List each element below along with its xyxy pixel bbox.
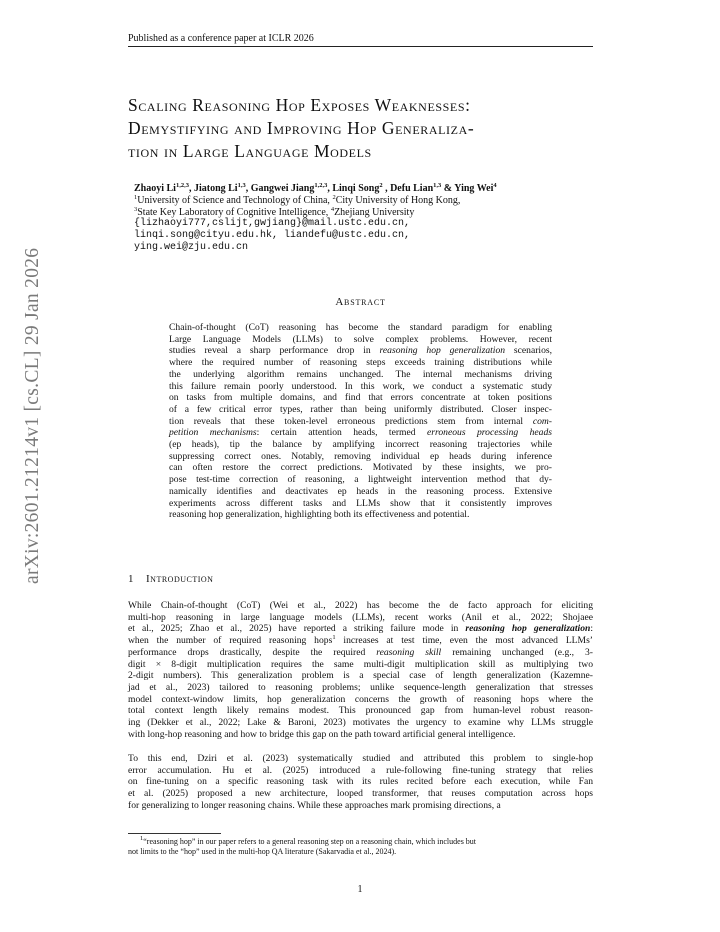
title-line: Scaling Reasoning Hop Exposes Weaknesses: xyxy=(128,95,471,115)
text-line: for generalizing to longer reasoning chains. While these approaches mark promising directions, a xyxy=(128,799,501,811)
text-line: studies reveal a sharp performance drop in reasoning hop generalization scenarios, xyxy=(169,345,552,357)
text-line: reasoning hop generalization, highlighting both its effectiveness and potential. xyxy=(169,509,470,521)
affiliations xyxy=(134,195,604,219)
text-line: of a few critical error types, rather than being uniformly distributed. Closer inspec- xyxy=(169,403,552,415)
title-line: Demystifying and Improving Hop Generaliza- xyxy=(128,118,475,138)
text-line: pose test-time correction of reasoning, a lightweight intervention method that dy- xyxy=(169,474,552,486)
affiliation-line: $^1$University of Science and Technology of China, $^2$City University of Hong Kong, xyxy=(134,193,461,206)
text-line: total context length likely remains modest. This pronounced gap from human-level robust reason- xyxy=(128,705,593,717)
text-line: While Chain-of-thought (CoT) (Wei et al., 2022) has become the de facto approach for eliciting xyxy=(128,600,593,611)
text-line: error accumulation. Hu et al. (2025) introduced a rule-following fine-tuning strategy that relies xyxy=(128,764,593,776)
section-title: Introduction xyxy=(146,573,214,585)
footnote-line: not limits to the “hop” used in the multi-hop QA literature (Sakarvadia et al., 2024). xyxy=(128,847,397,856)
text-line: jad et al., 2023) tailored to reasoning problems; unlike sequence-length generalization that stresses xyxy=(128,681,593,693)
footnote xyxy=(128,837,593,857)
text-line: namically identifies and deactivates ep heads in the reasoning process. Extensive xyxy=(169,485,552,497)
text-line: tion reveals that these token-level erroneous predictions stem from internal com- xyxy=(169,415,552,427)
text-line: 2-digit numbers). This generalization problem is a special case of length generalization (Kazemne- xyxy=(128,670,593,682)
section-number: 1 xyxy=(128,573,134,585)
email-line: linqi.song@cityu.edu.hk, liandefu@ustc.edu.cn, xyxy=(134,230,411,242)
text-line: when the number of required reasoning hops$^1$ increases at test time, even the most advanced LLMs’ xyxy=(128,634,593,647)
text-line: model context-window limits, hop generalization concerns the growth of reasoning hops where the xyxy=(128,693,593,705)
text-line: petition mechanisms: certain attention heads, termed erroneous processing heads xyxy=(169,427,552,439)
text-line: where the required number of reasoning steps exceeds training distributions while xyxy=(169,357,552,369)
text-line: the underlying algorithm remains unchanged. The internal mechanisms driving xyxy=(169,368,552,380)
text-line: et al., 2025; Zhao et al., 2025) have reported a striking failure mode in reasoning hop generalization: xyxy=(128,623,593,635)
text-line: on tasks from multiple domains, and find that errors concentrate at token positions xyxy=(169,392,552,404)
text-line: experiments across different tasks and LLMs show that it consistently improves xyxy=(169,497,552,509)
footnote-rule xyxy=(128,833,221,834)
text-line: performance drops drastically, despite the required reasoning skill remaining unchanged (e.g., 3- xyxy=(128,646,594,658)
email-line: {lizhaoyi777,cslijt,gwjiang}@mail.ustc.edu.cn, xyxy=(134,218,411,230)
text-line: Chain-of-thought (CoT) reasoning has become the standard paradigm for enabling xyxy=(169,322,552,333)
email-line: ying.wei@zju.edu.cn xyxy=(134,242,249,254)
footnote-line: $^1$“reasoning hop” in our paper refers to a general reasoning step on a reasoning chain, which includes but xyxy=(140,835,477,846)
text-line: digit × 8-digit multiplication requires the same multi-digit multiplication skill as multiplying two xyxy=(128,658,593,670)
text-line: ing (Dekker et al., 2022; Lake & Baroni, 2023) motivates the urgency to examine why LLMs struggle xyxy=(128,717,593,729)
page-number: 1 xyxy=(357,884,363,895)
author-names: Zhaoyi Li$^{1,2,3}$, Jiatong Li$^{1,3}$, Gangwei Jiang$^{1,2,3}$, Linqi Song$^2$ , Defu Lian$^{1,3}$ & Ying Wei$^4$ xyxy=(134,182,497,194)
text-line: this failure remain poorly understood. In this work, we conduct a systematic study xyxy=(169,380,552,392)
intro-paragraph-1 xyxy=(128,600,593,740)
text-line: et al. (2025) proposed a new architecture, looped transformer, that reuses computation across hops xyxy=(128,788,593,800)
author-block xyxy=(134,183,604,254)
text-line: To this end, Dziri et al. (2023) systematically studied and attributed this problem to single-hop xyxy=(128,753,593,764)
text-line: suppressing correct ones. Notably, removing individual ep heads during inference xyxy=(169,450,552,462)
paper-title xyxy=(128,94,598,163)
affiliation-line: $^3$State Key Laboratory of Cognitive Intelligence, $^4$Zhejiang University xyxy=(134,205,415,218)
text-line: with long-hop reasoning and how to bridge this gap on the path toward artificial general intelligence. xyxy=(128,728,516,740)
section-heading xyxy=(128,573,213,585)
header-rule xyxy=(128,46,593,47)
abstract-heading: Abstract xyxy=(335,296,386,308)
text-line: on fine-tuning on a specific reasoning task with its rules recited before each execution, while Fan xyxy=(128,776,593,788)
conference-header: Published as a conference paper at ICLR 2026 xyxy=(128,33,314,44)
text-line: multi-hop reasoning in large language models (LLMs), recent works (Anil et al., 2022; Shojaee xyxy=(128,611,593,623)
title-line: tion in Large Language Models xyxy=(128,141,372,161)
intro-paragraph-2 xyxy=(128,753,593,812)
text-line: (ep heads), tip the balance by amplifying incorrect reasoning trajectories while xyxy=(169,439,552,451)
arxiv-stamp: arXiv:2601.21214v1 [cs.CL] 29 Jan 2026 xyxy=(22,247,43,584)
text-line: Large Language Models (LLMs) to solve complex problems. However, recent xyxy=(169,333,552,345)
abstract-body xyxy=(169,322,552,521)
text-line: can often restore the correct predictions. Motivated by these insights, we pro- xyxy=(169,462,552,474)
